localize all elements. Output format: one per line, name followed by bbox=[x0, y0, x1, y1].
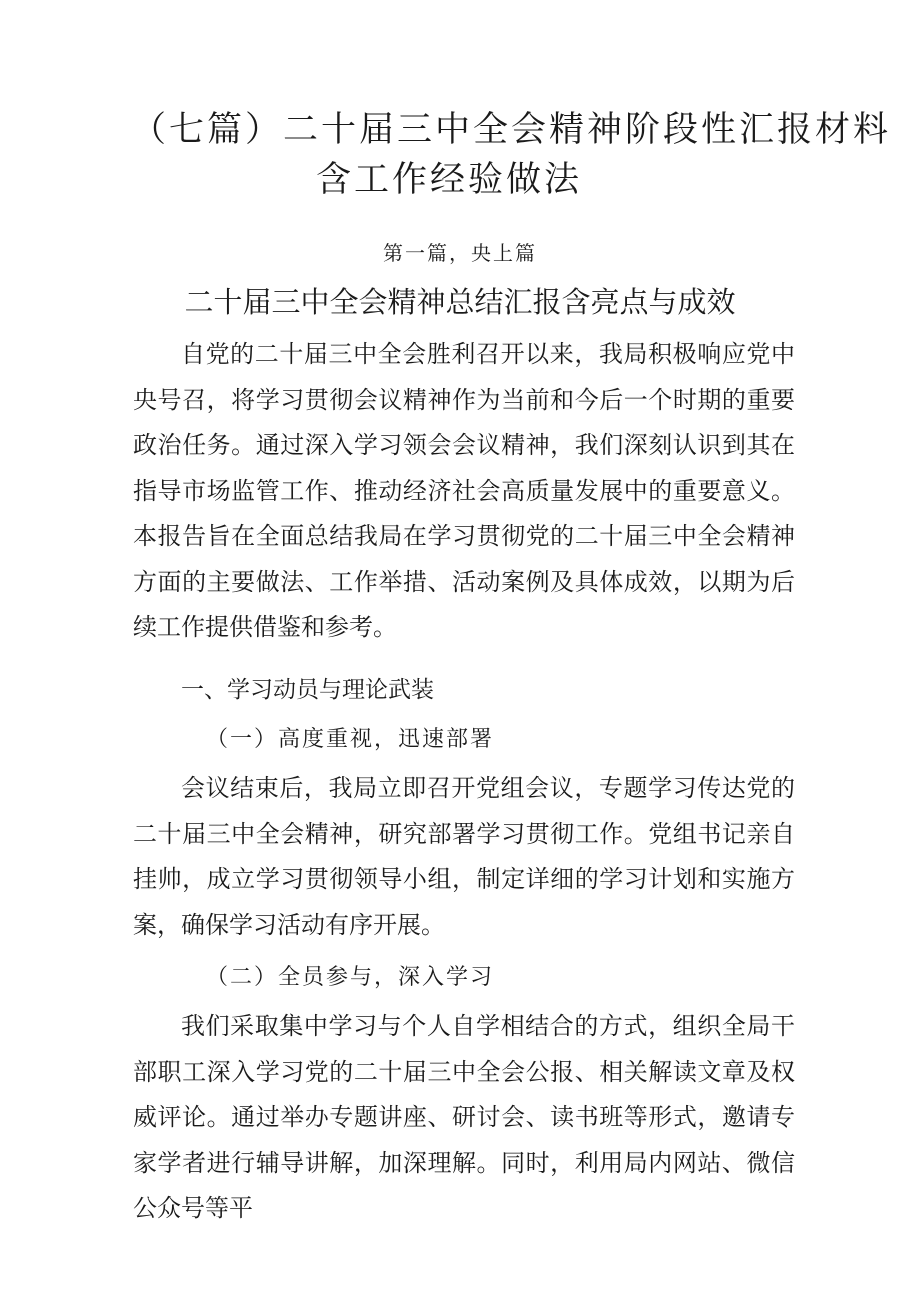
heading-section-1-1: （一）高度重视，迅速部署 bbox=[206, 727, 495, 752]
document-title-line-2: 含工作经验做法 bbox=[316, 160, 583, 200]
intro-paragraph: 自党的二十届三中全会胜利召开以来，我局积极响应党中央号召，将学习贯彻会议精神作为当前和今后一个时期的重要政治任务。通过深入学习领会会议精神，我们深刻认识到其在指导市场监管工作、推动经济社会高质量发展中的重要意义。本报告旨在全面总结我局在学习贯彻党的二十届三中全会精神方面的主要做法、工作举措、活动案例及具体成效，以期为后续工作提供借鉴和参考。 bbox=[133, 340, 795, 641]
paragraph-section-1-2: 我们采取集中学习与个人自学相结合的方式，组织全局干部职工深入学习党的二十届三中全会公报、相关解读文章及权威评论。通过举办专题讲座、研讨会、读书班等形式，邀请专家学者进行辅导讲解，加深理解。同时，利用局内网站、微信公众号等平 bbox=[133, 1012, 795, 1222]
heading-section-1: 一、学习动员与理论武装 bbox=[181, 677, 434, 703]
section-label: 第一篇，央上篇 bbox=[383, 241, 537, 265]
document-title-line-1: （七篇）二十届三中全会精神阶段性汇报材料 bbox=[131, 110, 892, 150]
paragraph-section-1-1: 会议结束后，我局立即召开党组会议，专题学习传达党的二十届三中全会精神，研究部署学习贯彻工作。党组书记亲自挂帅，成立学习贯彻领导小组，制定详细的学习计划和实施方案，确保学习活动有序开展。 bbox=[133, 774, 795, 939]
article-subtitle: 二十届三中全会精神总结汇报含亮点与成效 bbox=[184, 285, 736, 319]
heading-section-1-2: （二）全员参与，深入学习 bbox=[206, 965, 495, 990]
